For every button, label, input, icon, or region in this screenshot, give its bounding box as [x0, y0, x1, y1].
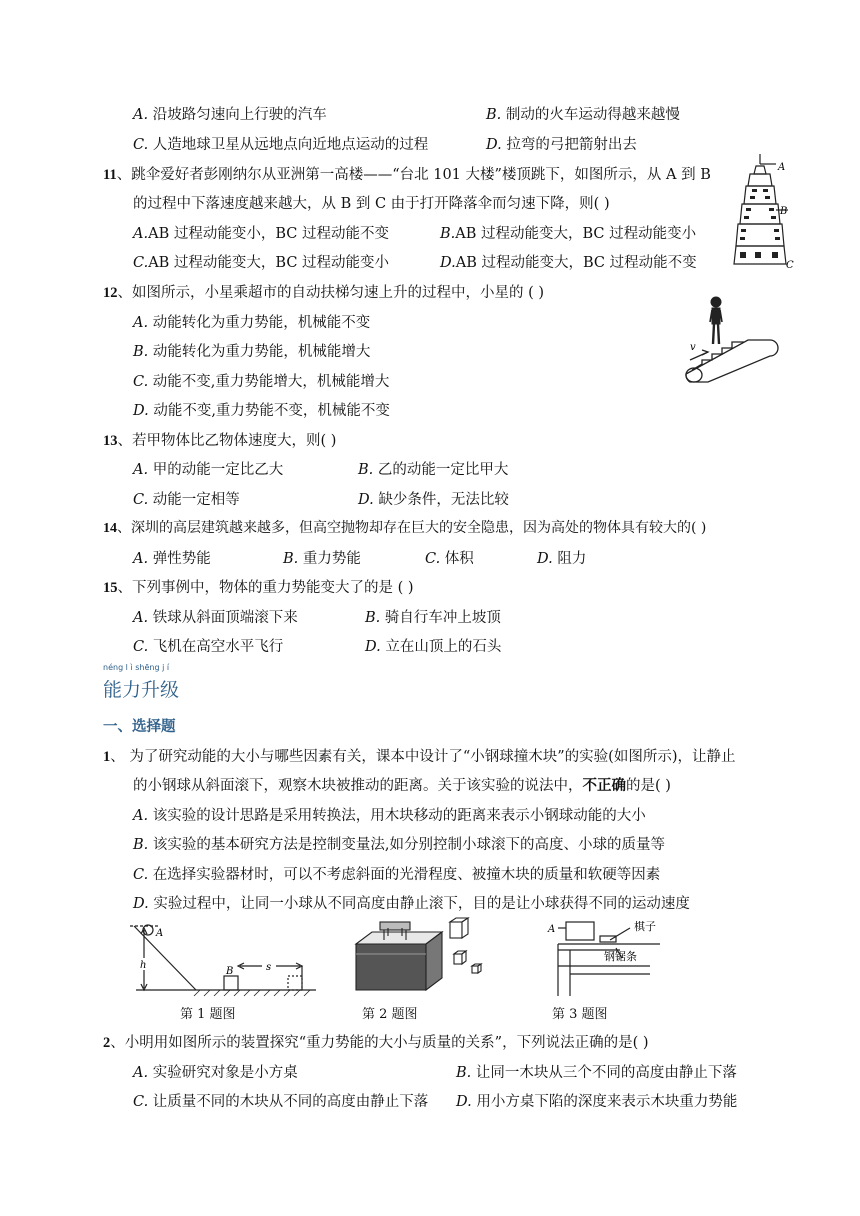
q11-option-b: B.AB 过程动能变大，BC 过程动能变小	[440, 226, 697, 242]
q11-option-a: A.AB 过程动能变小，BC 过程动能不变	[133, 226, 389, 242]
fig1-label-b: B	[226, 966, 234, 977]
fig3-label-a: A	[548, 924, 556, 935]
p2-option-b: B. 让同一木块从三个不同的高度由静止下落	[456, 1065, 737, 1081]
q13-stem: 13、若甲物体比乙物体速度大，则( )	[103, 433, 337, 449]
fig1-label-h: h	[140, 960, 147, 971]
q12-option-c: C. 动能不变,重力势能增大，机械能增大	[133, 374, 390, 390]
q11-label-a: A	[778, 162, 786, 173]
p2-option-a: A. 实验研究对象是小方桌	[133, 1065, 298, 1081]
q10-option-c: C. 人造地球卫星从远地点向近地点运动的过程	[133, 137, 429, 153]
q14-stem: 14、深圳的高层建筑越来越多，但高空抛物却存在巨大的安全隐患，因为高处的物体具有较大的( )	[103, 520, 707, 536]
q12-escalator-figure	[672, 290, 780, 386]
q14-option-b: B. 重力势能	[283, 551, 361, 567]
q11-tower-figure	[728, 152, 798, 270]
q13-option-a: A. 甲的动能一定比乙大	[133, 462, 284, 478]
fig1-label-a: A	[156, 928, 164, 939]
section-subtitle: 一、选择题	[103, 719, 176, 735]
q11-option-c: C.AB 过程动能变大，BC 过程动能变小	[133, 255, 390, 271]
q10-option-d: D. 拉弯的弓把箭射出去	[486, 137, 637, 153]
q11-label-c: C	[786, 260, 794, 270]
q15-option-c: C. 飞机在高空水平飞行	[133, 639, 284, 655]
q15-stem: 15、下列事例中，物体的重力势能变大了的是 ( )	[103, 580, 414, 596]
q13-option-d: D. 缺少条件，无法比较	[358, 492, 509, 508]
q15-option-d: D. 立在山顶上的石头	[365, 639, 502, 655]
p1-fig3-sawblade	[540, 916, 674, 998]
p1-fig1-caption: 第 1 题图	[180, 1007, 236, 1022]
p1-option-a: A. 该实验的设计思路是采用转换法，用木块移动的距离来表示小钢球动能的大小	[133, 808, 646, 824]
q14-option-a: A. 弹性势能	[133, 551, 211, 567]
q11-stem-line1: 11、跳伞爱好者彭刚纳尔从亚洲第一高楼——“台北 101 大楼”楼顶跳下，如图所示，从 A 到 B	[103, 167, 711, 183]
p1-stem-line1: 1、 为了研究动能的大小与哪些因素有关，课本中设计了“小钢球撞木块”的实验(如图所示)，让静止	[103, 749, 736, 765]
p1-option-b: B. 该实验的基本研究方法是控制变量法,如分别控制小球滚下的高度、小球的质量等	[133, 837, 665, 853]
p2-option-c: C. 让质量不同的木块从不同的高度由静止下落	[133, 1094, 429, 1110]
p1-option-d: D. 实验过程中，让同一小球从不同高度由静止滚下，目的是让小球获得不同的运动速度	[133, 896, 690, 912]
p2-stem: 2、小明用如图所示的装置探究“重力势能的大小与质量的关系”，下列说法正确的是( )	[103, 1035, 649, 1051]
q12-stem: 12、如图所示，小星乘超市的自动扶梯匀速上升的过程中，小星的 ( )	[103, 285, 545, 301]
q12-option-d: D. 动能不变,重力势能不变，机械能不变	[133, 403, 390, 419]
q12-velocity-label: v	[690, 342, 696, 353]
p1-fig1-incline	[130, 920, 320, 998]
fig3-label-qizi: 棋子	[634, 920, 656, 933]
q13-option-c: C. 动能一定相等	[133, 492, 240, 508]
q14-option-d: D. 阻力	[537, 551, 587, 567]
fig3-label-gangju: 钢锯条	[604, 950, 637, 963]
q10-option-b: B. 制动的火车运动得越来越慢	[486, 107, 680, 123]
q11-label-b: B	[780, 206, 788, 217]
p1-fig2-caption: 第 2 题图	[362, 1007, 418, 1022]
section-pinyin: néng l ì shēng j í	[103, 663, 170, 672]
p1-fig3-caption: 第 3 题图	[552, 1007, 608, 1022]
q14-option-c: C. 体积	[425, 551, 474, 567]
p2-option-d: D. 用小方桌下陷的深度来表示木块重力势能	[456, 1094, 738, 1110]
q13-option-b: B. 乙的动能一定比甲大	[358, 462, 509, 478]
q11-stem-line2: 的过程中下落速度越来越大，从 B 到 C 由于打开降落伞而匀速下降，则( )	[133, 196, 610, 212]
section-title: 能力升级	[103, 679, 180, 701]
q15-option-b: B. 骑自行车冲上坡顶	[365, 610, 501, 626]
p1-option-c: C. 在选择实验器材时，可以不考虑斜面的光滑程度、被撞木块的质量和软硬等因素	[133, 867, 661, 883]
q12-option-a: A. 动能转化为重力势能，机械能不变	[133, 315, 371, 331]
p1-stem-line2: 的小钢球从斜面滚下，观察木块被推动的距离。关于该实验的说法中，不正确的是( )	[133, 777, 671, 794]
q15-option-a: A. 铁球从斜面顶端滚下来	[133, 610, 298, 626]
q12-option-b: B. 动能转化为重力势能，机械能增大	[133, 344, 371, 360]
q11-option-d: D.AB 过程动能变大，BC 过程动能不变	[440, 255, 697, 271]
q10-option-a: A. 沿坡路匀速向上行驶的汽车	[133, 107, 327, 123]
fig1-label-s: s	[266, 962, 272, 973]
p1-fig2-sandbox	[350, 914, 498, 998]
